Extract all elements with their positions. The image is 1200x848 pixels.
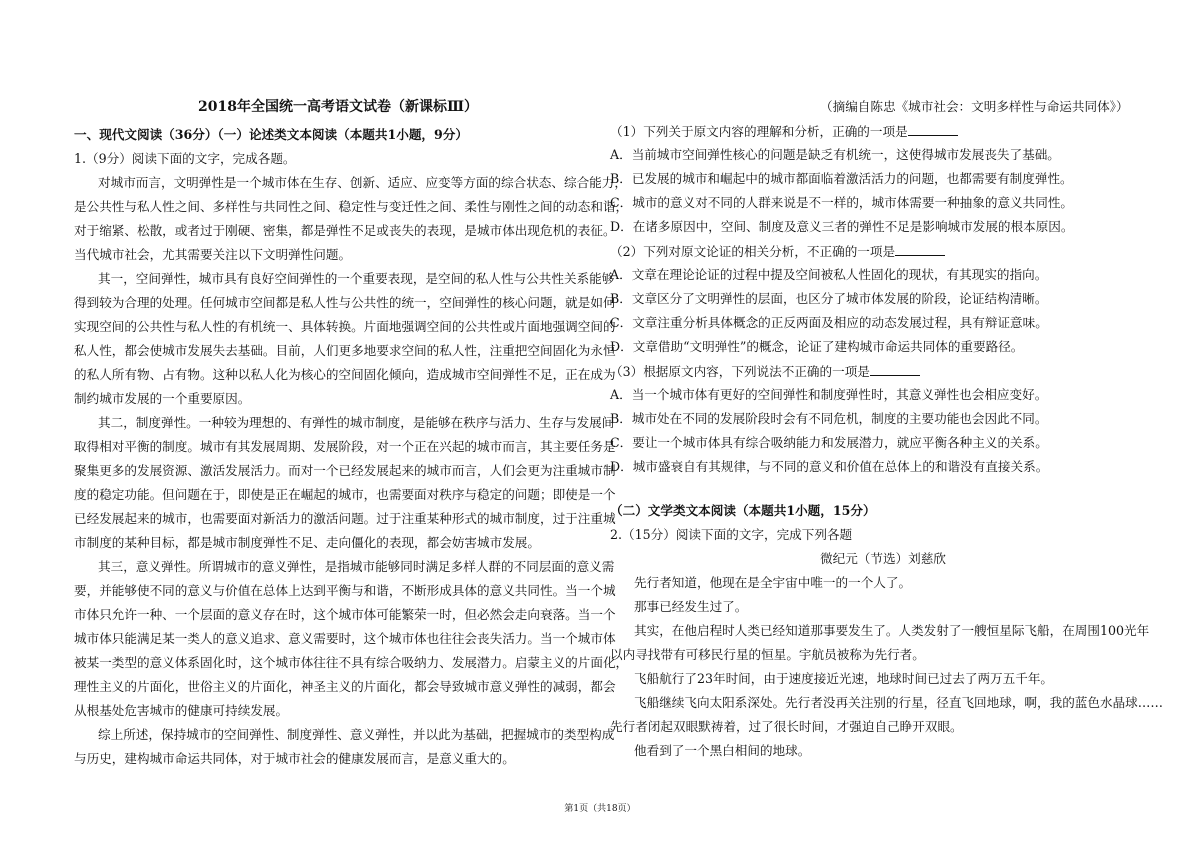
passage-line: 理性主义的片面化，世俗主义的片面化，神圣主义的片面化，都会导致城市意义弹性的减弱，都会 <box>74 679 616 694</box>
question-1-2 <box>610 243 945 260</box>
option-a: A．当一个城市体有更好的空间弹性和制度弹性时，其意义弹性也会相应变好。 <box>610 387 1048 402</box>
story-line: 他看到了一个黑白相间的地球。 <box>634 743 811 758</box>
passage-line: 其一，空间弹性，城市具有良好空间弹性的一个重要表现，是空间的私人性与公共性关系能够 <box>98 271 615 286</box>
story-line: 飞船继续飞向太阳系深处。先行者没再关注别的行星，径直飞回地球，啊，我的蓝色水晶球…… <box>634 695 1163 710</box>
passage-line: 得到较为合理的处理。任何城市空间都是私人性与公共性的统一，空间弹性的核心问题，就是如何 <box>74 295 616 310</box>
option-a: A．文章在理论论证的过程中提及空间被私人性固化的现状，有其现实的指向。 <box>610 267 1048 282</box>
passage-line: 被某一类型的意义体系固化时，这个城市体往往不具有综合吸纳力、发展潜力。启蒙主义的片面化， <box>74 655 629 670</box>
question-1-intro: 1.（9分）阅读下面的文字，完成各题。 <box>74 151 296 166</box>
option-c: C．要让一个城市体具有综合吸纳能力和发展潜力，就应平衡各种主义的关系。 <box>610 435 1048 450</box>
passage-line: 实现空间的公共性与私人性的有机统一、具体转换。片面地强调空间的公共性或片面地强调空间的 <box>74 319 616 334</box>
option-b: B．文章区分了文明弹性的层面，也区分了城市体发展的阶段，论证结构清晰。 <box>610 291 1048 306</box>
story-line: 那事已经发生过了。 <box>634 599 748 614</box>
answer-blank <box>908 123 958 136</box>
question-text: （1）下列关于原文内容的理解和分析，正确的一项是 <box>610 124 908 139</box>
answer-blank <box>895 243 945 256</box>
option-c: C．城市的意义对不同的人群来说是不一样的，城市体需要一种抽象的意义共同性。 <box>610 195 1074 210</box>
question-1-3 <box>610 363 920 380</box>
option-c: C．文章注重分析具体概念的正反两面及相应的动态发展过程，具有辩证意味。 <box>610 315 1048 330</box>
passage-line: 是公共性与私人性之间、多样性与共同性之间、稳定性与变迁性之间、柔性与刚性之间的动态和谐， <box>74 199 629 214</box>
passage-line: 城市体只能满足某一类人的意义追求、意义需要时，这个城市体也往往会丧失活力。当一个城市体 <box>74 631 616 646</box>
passage-line: 的私人所有物、占有物。这种以私人化为核心的空间固化倾向，造成城市空间弹性不足，正在成为 <box>74 367 616 382</box>
passage-line: 制约城市发展的一个重要原因。 <box>74 391 251 406</box>
story-title: 微纪元（节选）刘慈欣 <box>820 551 946 566</box>
question-text: （3）根据原文内容，下列说法不正确的一项是 <box>610 364 870 379</box>
passage-line: 对于缩紧、松散，或者过于刚硬、密集，都是弹性不足或丧失的表现，是城市体出现危机的表征。 <box>74 223 616 238</box>
passage-line: 市制度的某种目标，都是城市制度弹性不足、走向僵化的表现，都会妨害城市发展。 <box>74 535 540 550</box>
passage-line: 聚集更多的发展资源、激活发展活力。而对一个已经发展起来的城市而言，人们会更为注重城市制 <box>74 463 616 478</box>
story-line: 飞船航行了23年时间，由于速度接近光速，地球时间已过去了两万五千年。 <box>634 671 1054 686</box>
section-heading-1: 一、现代文阅读（36分）（一）论述类文本阅读（本题共1小题，9分） <box>74 127 468 142</box>
passage-line: 已经发展起来的城市，也需要面对新活力的激活问题。过于注重某种形式的城市制度，过于注重城 <box>74 511 616 526</box>
option-d: D．文章借助“文明弹性”的概念，论证了建构城市命运共同体的重要路径。 <box>610 339 1024 354</box>
option-d: D．城市盛衰自有其规律，与不同的意义和价值在总体上的和谐没有直接关系。 <box>610 459 1049 474</box>
section-heading-2: （二）文学类文本阅读（本题共1小题，15分） <box>610 503 876 518</box>
story-line: 先行者知道，他现在是全宇宙中唯一的一个人了。 <box>634 575 912 590</box>
option-a: A．当前城市空间弹性核心的问题是缺乏有机统一，这使得城市发展丧失了基础。 <box>610 147 1060 162</box>
passage-line: 当代城市社会，尤其需要关注以下文明弹性问题。 <box>74 247 352 262</box>
passage-line: 要，并能够使不同的意义与价值在总体上达到平衡与和谐，不断形成具体的意义共同性。当一个城 <box>74 583 616 598</box>
passage-line: 私人性，都会使城市发展失去基础。目前，人们更多地要求空间的私人性，注重把空间固化为永恒 <box>74 343 616 358</box>
answer-blank <box>870 363 920 376</box>
question-2-intro: 2.（15分）阅读下面的文字，完成下列各题 <box>610 527 853 542</box>
page-footer: 第1页（共18页） <box>564 804 636 814</box>
passage-line: 度的稳定功能。但问题在于，即使是正在崛起的城市，也需要面对秩序与稳定的问题；即使是一个 <box>74 487 616 502</box>
passage-line: 取得相对平衡的制度。城市有其发展周期、发展阶段，对一个正在兴起的城市而言，其主要任务是 <box>74 439 616 454</box>
passage-line: 对城市而言，文明弹性是一个城市体在生存、创新、适应、应变等方面的综合状态、综合能力， <box>98 175 627 190</box>
question-1-1 <box>610 123 958 140</box>
passage-line: 市体只允许一种、一个层面的意义存在时，这个城市体可能繁荣一时，但必然会走向衰落。当一个 <box>74 607 616 622</box>
story-line: 其实，在他启程时人类已经知道那事要发生了。人类发射了一艘恒星际飞船，在周围100光年 <box>634 623 1150 638</box>
question-text: （2）下列对原文论证的相关分析，不正确的一项是 <box>610 244 896 259</box>
passage-line: 其三，意义弹性。所谓城市的意义弹性，是指城市能够同时满足多样人群的不同层面的意义需 <box>98 559 615 574</box>
passage-line: 从根基处危害城市的健康可持续发展。 <box>74 703 289 718</box>
story-line: 以内寻找带有可移民行星的恒星。宇航员被称为先行者。 <box>610 647 925 662</box>
story-line: 先行者闭起双眼默祷着，过了很长时间，才强迫自己睁开双眼。 <box>610 719 963 734</box>
option-b: B．城市处在不同的发展阶段时会有不同危机，制度的主要功能也会因此不同。 <box>610 411 1048 426</box>
passage-line: 其二，制度弹性。一种较为理想的、有弹性的城市制度，是能够在秩序与活力、生存与发展间 <box>98 415 615 430</box>
source-citation: （摘编自陈忠《城市社会：文明多样性与命运共同体》） <box>820 99 1129 114</box>
passage-line: 综上所述，保持城市的空间弹性、制度弹性、意义弹性，并以此为基础，把握城市的类型构成 <box>98 727 615 742</box>
passage-line: 与历史，建构城市命运共同体，对于城市社会的健康发展而言，是意义重大的。 <box>74 751 515 766</box>
option-d: D．在诸多原因中，空间、制度及意义三者的弹性不足是影响城市发展的根本原因。 <box>610 219 1074 234</box>
page-title: 2018年全国统一高考语文试卷（新课标Ⅲ） <box>198 99 479 115</box>
option-b: B．已发展的城市和崛起中的城市都面临着激活活力的问题，也都需要有制度弹性。 <box>610 171 1073 186</box>
